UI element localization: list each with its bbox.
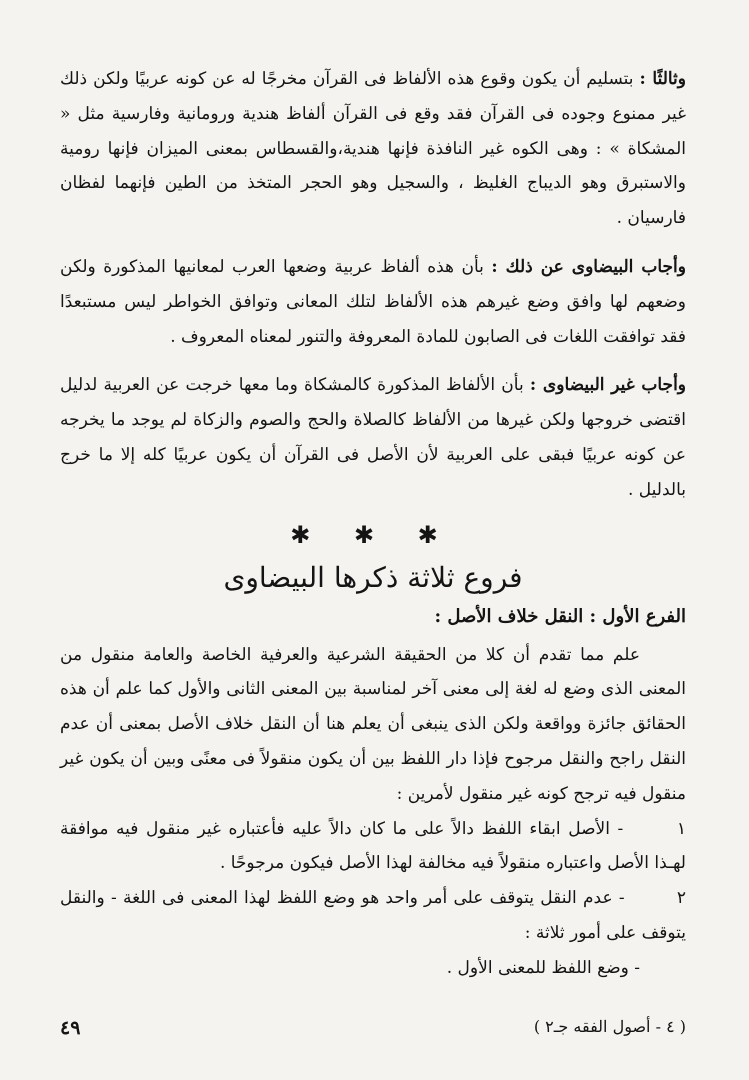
paragraph-text: علم مما تقدم أن كلا من الحقيقة الشرعية والعرفية الخاصة والعامة منقول من المعنى الذى وضع له لغة إلى معنى آخر لمناسبة بين المعنى الثانى والأول كما علم أن هذه الحقائق جائزة وواقعة ولكن الذى ينبغى أن يعلم هنا أن النقل خلاف الأصل بمعنى أن عدم النقل راجح والنقل مرجوح فإذا دار اللفظ بين أن يكون منقولاً فى معنًى وبين أن يكون غير منقول فيه ترجح كونه غير منقول لأمرين : bbox=[60, 644, 686, 804]
paragraph-text: - وضع اللفظ للمعنى الأول . bbox=[446, 957, 640, 978]
sub-heading: الفرع الأول : النقل خلاف الأصل : bbox=[434, 605, 686, 627]
paragraph-text: ٢ - عدم النقل يتوقف على أمر واحد هو وضع اللفظ لهذا المعنى فى اللغة - والنقل يتوقف على أمور ثلاثة : bbox=[60, 888, 686, 943]
paragraph-other-answer bbox=[60, 368, 686, 507]
page-footer bbox=[60, 1017, 686, 1039]
paragraph-lead: وثالثًا : bbox=[639, 69, 686, 89]
paragraph-baydawi-answer bbox=[60, 250, 686, 354]
page-number: ٤٩ bbox=[60, 1017, 81, 1039]
paragraph-reason-two bbox=[60, 881, 686, 951]
paragraph-text: بتسليم أن يكون وقوع هذه الألفاظ فى القرآن مخرجًا له عن كونه عربيًا ولكن ذلك غير ممنوع وجوده فى القرآن فقد وقع فى القرآن ألفاظ هندية ورومانية وفارسية مثل « المشكاة » : وهى الكوه غير النافذة فإنها هندية،والقسطاس بمعنى الميزان فإنها رومية والاستبرق وهو الديباج الغليظ ، والسجيل وهو الحجر المتخذ من الطين فإنهما لفظان فارسيان . bbox=[60, 69, 686, 229]
printer-signature: ( ٤ - أصول الفقه جـ٢ ) bbox=[533, 1017, 686, 1036]
paragraph-lead: وأجاب البيضاوى عن ذلك : bbox=[491, 256, 686, 277]
paragraph-text: ١ - الأصل ابقاء اللفظ دالاً على ما كان دالاً عليه فأعتباره غير منقول فيه موافقة لهـذا الأصل واعتباره منقولاً فيه مخالفة لهذا الأصل فيكون مرجوحًا . bbox=[60, 818, 686, 874]
paragraph-thirdly bbox=[60, 62, 686, 236]
paragraph-reason-one bbox=[60, 812, 686, 882]
section-divider-stars: ✱ ✱ ✱ bbox=[290, 520, 456, 549]
paragraph-text: بأن هذه ألفاظ عربية وضعها العرب لمعانيها المذكورة ولكن وضعهم لها وافق وضع غيرهم هذه الألفاظ لتلك المعانى وتوافق الخواطر ليس مستبعدًا فقد توافقت اللغات فى الصابون للمادة المعروفة والتنور لمعناه المعروف . bbox=[60, 256, 686, 347]
paragraph-lead: وأجاب غير البيضاوى : bbox=[529, 375, 687, 396]
paragraph-text: بأن الألفاظ المذكورة كالمشكاة وما معها خرجت عن العربية لدليل اقتضى خروجها ولكن غيرها من الألفاظ كالصلاة والحج والصوم والزكاة لم يوجد ما يخرجه عن كونه عربيًا فبقى على العربية لأن الأصل فى القرآن أن يكون عربيًا كله إلا ما خرج بالدليل . bbox=[60, 375, 686, 500]
section-heading: فروع ثلاثة ذكرها البيضاوى bbox=[223, 560, 523, 594]
paragraph-list-item bbox=[60, 951, 686, 986]
paragraph-transfer bbox=[60, 638, 686, 812]
